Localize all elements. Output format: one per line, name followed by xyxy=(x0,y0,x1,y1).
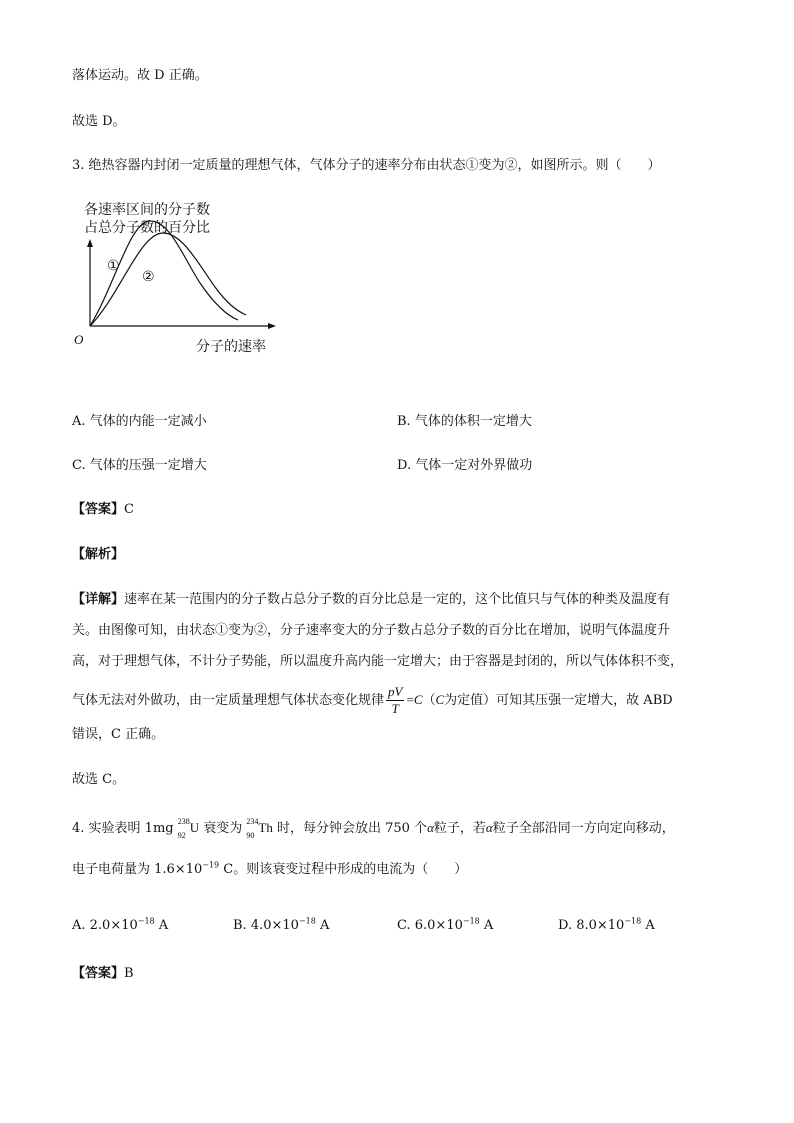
q4-option-a xyxy=(72,916,168,936)
q3-option-d: D. 气体一定对外界做功 xyxy=(397,458,533,473)
q4-u-symbol: U xyxy=(189,820,200,835)
q4-thorium-nuclide xyxy=(246,818,272,838)
q3-detail-text-4f: 为定值）可知其压强一定增大，故 ABD xyxy=(444,693,673,708)
q3-detail-line-4 xyxy=(72,680,673,721)
q3-detail-paren: （ xyxy=(422,693,436,708)
q4-option-c-unit: A xyxy=(479,918,494,933)
q4-option-b xyxy=(233,916,329,936)
q4-option-a-unit: A xyxy=(154,918,169,933)
q4-stem-s3: 时，每分钟会放出 750 个 xyxy=(272,821,428,836)
q4-stem-s1: 4. 实验表明 1mg xyxy=(72,821,178,836)
q4-option-a-exp: −18 xyxy=(137,916,155,926)
q3-figure-origin: O xyxy=(74,332,84,347)
q4-stem-s4: 粒子，若 xyxy=(433,821,486,836)
prev-line-2: 故选 D。 xyxy=(72,114,126,129)
q4-stem-line-2 xyxy=(72,860,467,880)
q4-option-b-value: B. 4.0×10 xyxy=(233,918,299,933)
q4-option-d-unit: A xyxy=(641,918,655,933)
q4-option-a-value: A. 2.0×10 xyxy=(72,918,138,933)
q3-figure-xlabel: 分子的速率 xyxy=(196,339,266,355)
q3-detail-text-1: 速率在某一范围内的分子数占总分子数的百分比总是一定的，这个比值只与气体的种类及温度有 xyxy=(124,592,671,607)
q3-figure-x-arrow xyxy=(268,323,276,329)
q3-analysis-tag: 【解析】 xyxy=(72,547,125,562)
q4-u-mass: 238 xyxy=(177,817,190,826)
q3-detail-line-2: 关。由图像可知，由状态①变为②，分子速率变大的分子数占总分子数的百分比在增加，说明气体温度升 xyxy=(72,623,671,638)
q4-answer xyxy=(72,964,134,984)
q3-figure-ylabel-line2: 占总分子数的百分比 xyxy=(84,220,210,236)
q3-figure-curve-1-label: ① xyxy=(107,258,120,274)
q3-gas-law-fraction xyxy=(386,684,404,717)
q3-detail-equals: = xyxy=(406,692,414,707)
q3-detail-text-4a: 气体无法对外做功，由一定质量理想气体状态变化规律 xyxy=(72,693,385,708)
q3-figure xyxy=(70,195,290,360)
q3-option-b: B. 气体的体积一定增大 xyxy=(397,414,532,429)
q4-th-number: 90 xyxy=(246,831,255,840)
prev-line-1: 落体运动。故 D 正确。 xyxy=(72,68,208,83)
q4-option-c-exp: −18 xyxy=(462,916,480,926)
q4-u-number: 92 xyxy=(177,831,186,840)
q3-frac-numerator: pV xyxy=(388,684,403,699)
q4-stem-s2: 衰变为 xyxy=(199,821,247,836)
q3-stem: 3. 绝热容器内封闭一定质量的理想气体，气体分子的速率分布由状态①变为②，如图所示。则（ ） xyxy=(72,158,661,173)
q3-option-c: C. 气体的压强一定增大 xyxy=(72,458,207,473)
q4-option-d xyxy=(558,916,655,936)
q4-th-mass: 234 xyxy=(246,817,259,826)
q4-alpha-2: α xyxy=(485,820,493,835)
q4-option-b-unit: A xyxy=(315,918,330,933)
q3-detail-tag: 【详解】 xyxy=(72,592,125,607)
q4-option-c xyxy=(397,916,493,936)
q3-figure-ylabel-line1: 各速率区间的分子数 xyxy=(84,202,210,218)
q3-conclusion: 故选 C。 xyxy=(72,772,126,787)
q3-figure-y-arrow xyxy=(87,239,93,247)
q4-option-c-value: C. 6.0×10 xyxy=(397,918,463,933)
q3-figure-curve-2 xyxy=(90,233,246,326)
q4-stem-s6: 电子电荷量为 1.6×10 xyxy=(72,862,203,877)
q3-figure-curve-2-label: ② xyxy=(142,269,155,285)
q3-detail-constant: C xyxy=(413,692,423,707)
q3-option-a: A. 气体的内能一定减小 xyxy=(72,414,207,429)
q3-answer xyxy=(72,500,134,520)
q4-stem-s5: 粒子全部沿同一方向定向移动， xyxy=(492,821,675,836)
q3-detail-line-3: 高，对于理想气体，不计分子势能，所以温度升高内能一定增大；由于容器是封闭的，所以气体体积不变， xyxy=(72,654,684,669)
q4-answer-tag: 【答案】 xyxy=(72,966,125,981)
q4-answer-value: B xyxy=(124,966,134,981)
q4-option-b-exp: −18 xyxy=(298,916,316,926)
q3-answer-value: C xyxy=(124,502,134,517)
q3-detail-line-1 xyxy=(72,590,670,610)
q3-detail-constant-2: C xyxy=(435,692,445,707)
q3-frac-denominator: T xyxy=(391,701,399,716)
q4-alpha-1: α xyxy=(427,820,434,835)
q4-uranium-nuclide xyxy=(178,818,199,838)
q3-answer-tag: 【答案】 xyxy=(72,502,125,517)
q4-option-d-exp: −18 xyxy=(624,916,642,926)
q4-stem-line-1 xyxy=(72,818,675,839)
q4-stem-s7: C。则该衰变过程中形成的电流为（ ） xyxy=(219,862,468,877)
q4-th-symbol: Th xyxy=(258,820,273,835)
q3-detail-line-5: 错误，C 正确。 xyxy=(72,727,165,742)
q4-option-d-value: D. 8.0×10 xyxy=(558,918,625,933)
q4-charge-exponent: −19 xyxy=(202,860,220,870)
